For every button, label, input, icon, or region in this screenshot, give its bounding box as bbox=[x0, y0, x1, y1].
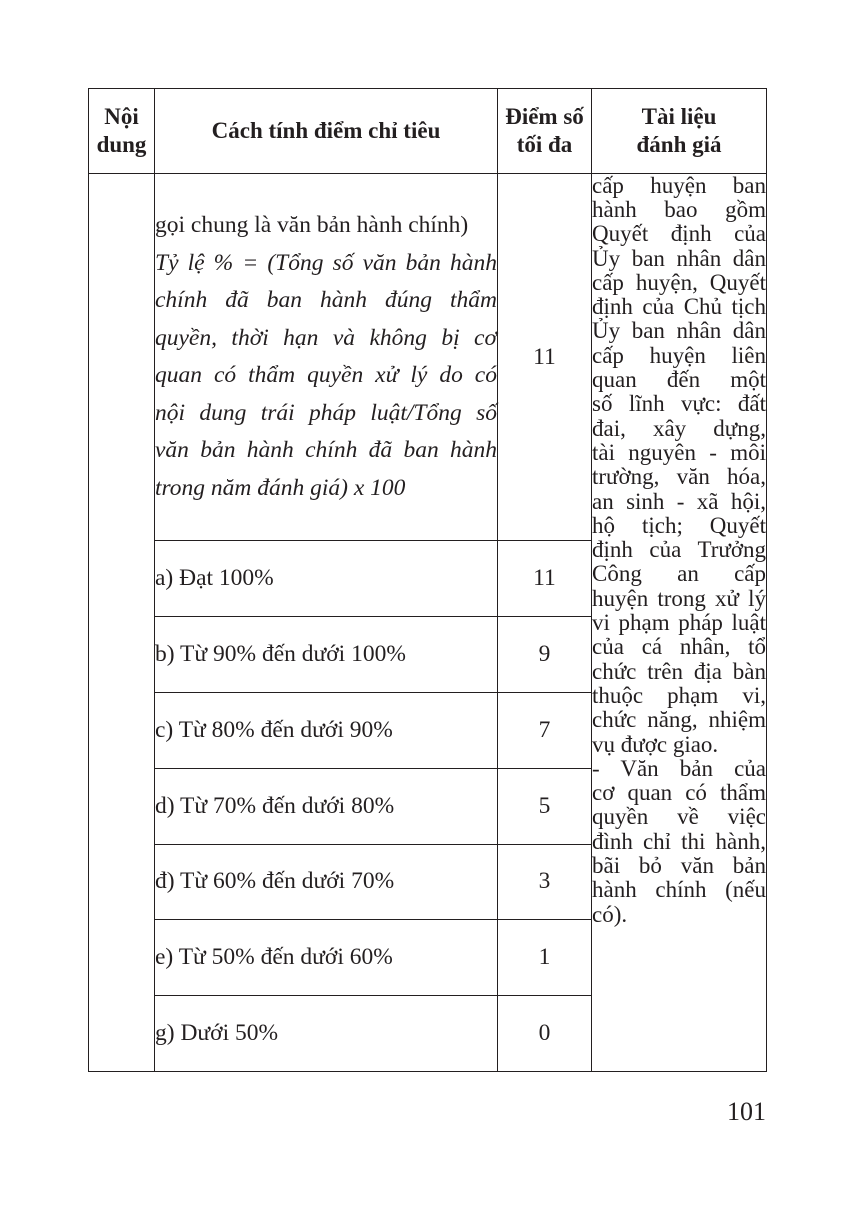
formula-line: nội dung trái pháp luật/Tổng số bbox=[155, 399, 497, 426]
option-label: e) Từ 50% đến dưới 60% bbox=[155, 920, 498, 996]
documents-line: trường, văn hóa, bbox=[592, 464, 766, 490]
documents-line: cấp huyện, Quyết bbox=[592, 269, 766, 295]
option-score: 0 bbox=[498, 996, 592, 1072]
formula-line: văn bản hành chính đã ban hành bbox=[155, 437, 497, 464]
page-number: 101 bbox=[727, 1097, 766, 1126]
header-scoring-method: Cách tính điểm chỉ tiêu bbox=[155, 89, 498, 174]
documents-line: Ủy ban nhân dân bbox=[592, 318, 766, 344]
formula-line: gọi chung là văn bản hành chính) bbox=[155, 212, 469, 239]
formula-line: Tỷ lệ % = (Tổng số văn bản hành bbox=[155, 249, 497, 276]
documents-line: có). bbox=[592, 901, 628, 927]
documents-line: số lĩnh vực: đất bbox=[592, 391, 766, 417]
option-label: b) Từ 90% đến dưới 100% bbox=[155, 617, 498, 693]
header-documents-line: Tài liệu bbox=[641, 103, 717, 129]
documents-line: định của Trưởng bbox=[592, 537, 766, 563]
documents-line: Quyết định của bbox=[592, 221, 766, 247]
header-documents-line: đánh giá bbox=[636, 131, 722, 157]
documents-line: Công an cấp bbox=[592, 561, 766, 587]
formula-line: chính đã ban hành đúng thẩm bbox=[155, 287, 497, 314]
documents-line: quan đến một bbox=[592, 367, 766, 393]
formula-score: 11 bbox=[498, 173, 592, 541]
documents-line: Ủy ban nhân dân bbox=[592, 245, 766, 271]
documents-line: hộ tịch; Quyết bbox=[592, 512, 766, 538]
formula-line: trong năm đánh giá) x 100 bbox=[155, 474, 406, 501]
option-score: 1 bbox=[498, 920, 592, 996]
documents-line: của cá nhân, tổ bbox=[592, 634, 766, 660]
header-documents bbox=[592, 89, 767, 174]
documents-line: cơ quan có thẩm bbox=[592, 780, 766, 806]
formula-line: quyền, thời hạn và không bị cơ bbox=[155, 324, 497, 351]
header-content-line: dung bbox=[96, 131, 147, 157]
documents-line: huyện trong xử lý bbox=[592, 585, 766, 611]
table-header-row bbox=[89, 89, 767, 174]
documents-line: chức trên địa bàn bbox=[592, 658, 766, 684]
option-score: 3 bbox=[498, 844, 592, 920]
documents-line: hành bao gồm bbox=[592, 196, 766, 222]
option-label: d) Từ 70% đến dưới 80% bbox=[155, 768, 498, 844]
header-content-line: Nội bbox=[104, 103, 139, 129]
formula-line: quan có thẩm quyền xử lý do có bbox=[155, 362, 497, 389]
documents-line: chức năng, nhiệm bbox=[592, 707, 766, 733]
option-score: 9 bbox=[498, 617, 592, 693]
documents-line: cấp huyện ban bbox=[592, 172, 766, 198]
content-cell bbox=[89, 173, 155, 1071]
header-max-score-line: Điểm số bbox=[505, 103, 584, 129]
documents-cell bbox=[592, 173, 767, 1071]
documents-line: đai, xây dựng, bbox=[592, 415, 766, 441]
documents-line: vi phạm pháp luật bbox=[592, 610, 766, 636]
documents-line: cấp huyện liên bbox=[592, 342, 766, 368]
documents-line: vụ được giao. bbox=[592, 731, 719, 757]
documents-line: thuộc phạm vi, bbox=[592, 682, 766, 708]
header-max-score-line: tối đa bbox=[516, 131, 573, 157]
formula-cell bbox=[155, 173, 498, 541]
documents-line: quyền về việc bbox=[592, 804, 766, 830]
option-score: 5 bbox=[498, 768, 592, 844]
header-max-score bbox=[498, 89, 592, 174]
documents-line: - Văn bản của bbox=[592, 755, 766, 781]
documents-line: định của Chủ tịch bbox=[592, 294, 766, 320]
documents-line: đình chỉ thi hành, bbox=[592, 828, 766, 854]
option-label: đ) Từ 60% đến dưới 70% bbox=[155, 844, 498, 920]
option-label: c) Từ 80% đến dưới 90% bbox=[155, 693, 498, 769]
table-row-formula bbox=[89, 173, 767, 541]
documents-line: tài nguyên - môi bbox=[592, 439, 766, 465]
evaluation-table bbox=[88, 88, 767, 1072]
option-label: g) Dưới 50% bbox=[155, 996, 498, 1072]
documents-line: an sinh - xã hội, bbox=[592, 488, 766, 514]
documents-line: hành chính (nếu bbox=[592, 877, 766, 903]
option-score: 7 bbox=[498, 693, 592, 769]
header-content bbox=[89, 89, 155, 174]
option-score: 11 bbox=[498, 541, 592, 617]
documents-line: bãi bỏ văn bản bbox=[592, 853, 766, 878]
option-label: a) Đạt 100% bbox=[155, 541, 498, 617]
